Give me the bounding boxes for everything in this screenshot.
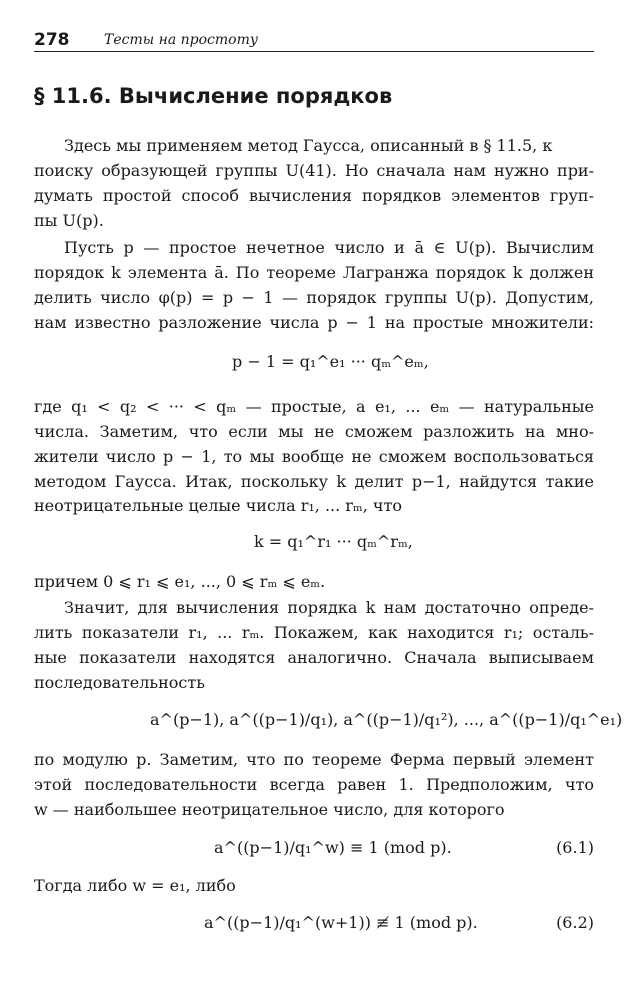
header-rule (34, 51, 594, 52)
text-line: ные показатели находятся аналогично. Сначала выписываем (34, 648, 594, 667)
text-line: по модулю p. Заметим, что по теореме Ферма первый элемент (34, 750, 594, 769)
text-line: думать простой способ вычисления порядков элементов груп- (34, 186, 594, 205)
text-line: пы U(p). (34, 211, 104, 230)
text-line: этой последовательности всегда равен 1. Предположим, что (34, 775, 594, 794)
text-line: методом Гаусса. Итак, поскольку k делит p−1, найдутся такие (34, 472, 594, 491)
text-line: нам известно разложение числа p − 1 на простые множители: (34, 313, 594, 332)
text-line: неотрицательные целые числа r₁, ... rₘ, что (34, 496, 402, 515)
text-line: числа. Заметим, что если мы не сможем разложить на мно- (34, 422, 594, 441)
text-line: Пусть p — простое нечетное число и ā ∈ U(p). Вычислим (64, 238, 594, 257)
text-line: причем 0 ⩽ r₁ ⩽ e₁, ..., 0 ⩽ rₘ ⩽ eₘ. (34, 572, 326, 591)
page-number: 278 (34, 30, 70, 50)
formula-6-1: a^((p−1)/q₁^w) ≡ 1 (mod p). (214, 838, 452, 857)
equation-number: (6.2) (556, 913, 594, 932)
text-line: жители число p − 1, то мы вообще не сможем воспользоваться (34, 447, 594, 466)
text-line: Здесь мы применяем метод Гаусса, описанный в § 11.5, к (64, 136, 553, 155)
text-line: w — наибольшее неотрицательное число, для которого (34, 800, 505, 819)
formula-sequence: a^(p−1), a^((p−1)/q₁), a^((p−1)/q₁²), ..., a^((p−1)/q₁^e₁) (150, 710, 623, 729)
running-title: Тесты на простоту (104, 32, 258, 48)
formula-6-2: a^((p−1)/q₁^(w+1)) ≢ 1 (mod p). (204, 913, 478, 932)
text-line: последовательность (34, 673, 205, 692)
text-line: поиску образующей группы U(41). Но сначала нам нужно при- (34, 161, 594, 180)
section-title: § 11.6. Вычисление порядков (34, 84, 393, 108)
text-line: Тогда либо w = e₁, либо (34, 876, 236, 895)
equation-number: (6.1) (556, 838, 594, 857)
formula-order: k = q₁^r₁ ··· qₘ^rₘ, (254, 532, 413, 551)
text-line: лить показатели r₁, ... rₘ. Покажем, как находится r₁; осталь- (34, 623, 594, 642)
text-line: Значит, для вычисления порядка k нам достаточно опреде- (64, 598, 594, 617)
text-line: где q₁ < q₂ < ··· < qₘ — простые, а e₁, ... eₘ — натуральные (34, 397, 594, 416)
text-line: делить число φ(p) = p − 1 — порядок группы U(p). Допустим, (34, 288, 594, 307)
formula-factorization: p − 1 = q₁^e₁ ··· qₘ^eₘ, (232, 352, 429, 371)
text-line: порядок k элемента ā. По теореме Лагранжа порядок k должен (34, 263, 594, 282)
